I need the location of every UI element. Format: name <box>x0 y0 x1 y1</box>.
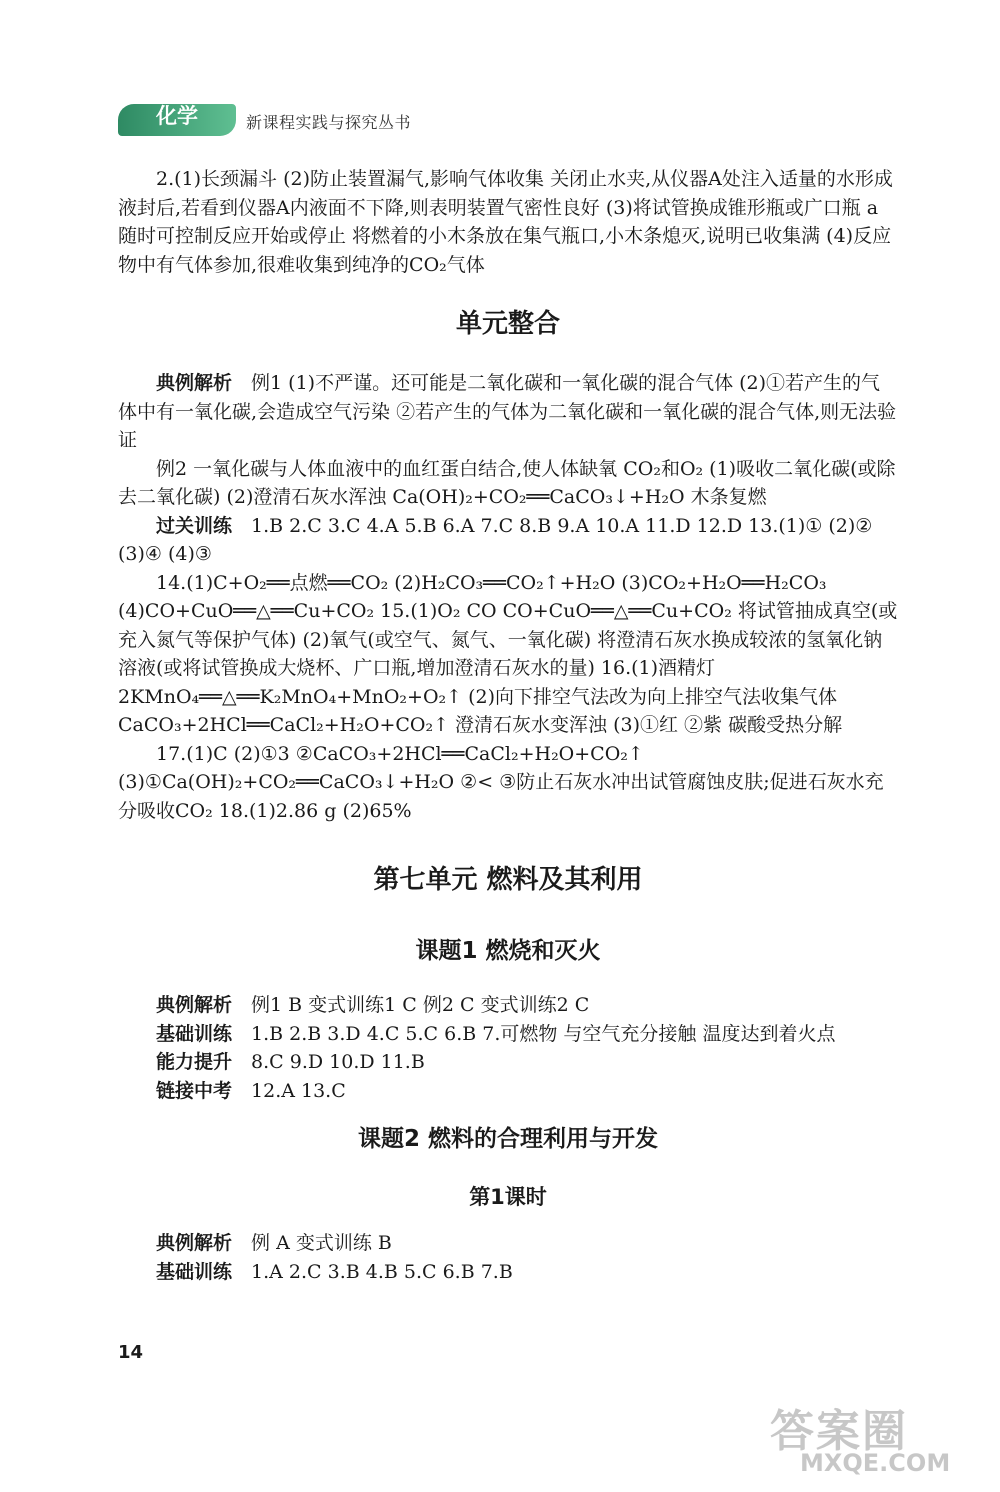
pass-training-label: 过关训练 <box>156 514 233 537</box>
topic-2-basic-label: 基础训练 <box>156 1260 233 1283</box>
answer-content <box>118 165 898 1286</box>
site-watermark <box>770 1395 985 1483</box>
page-header <box>118 100 538 140</box>
pass-training <box>118 512 898 569</box>
example-1-text: 例1 (1)不严谨。还可能是二氧化碳和一氧化碳的混合气体 (2)①若产生的气体中有一氧化碳,会造成空气污染 ②若产生的气体为二氧化碳和一氧化碳的混合气体,则无法验证 <box>118 372 897 451</box>
topic-1-exam-text: 12.A 13.C <box>251 1079 346 1102</box>
example-2-text: 例2 一氧化碳与人体血液中的血红蛋白结合,使人体缺氧 CO₂和O₂ (1)吸收二氧化碳(或除去二氧化碳) (2)澄清石灰水浑浊 Ca(OH)₂+CO₂══CaCO₃↓+H₂O 木条复燃 <box>118 457 896 508</box>
topic-1-example <box>118 991 898 1020</box>
section-title-unit-summary: 单元整合 <box>455 309 560 339</box>
answer-paragraph-2: 2.(1)长颈漏斗 (2)防止装置漏气,影响气体收集 关闭止水夹,从仪器A处注入适量的水形成液封后,若看到仪器A内液面不下降,则表明装置气密性良好 (3)将试管换成锥形瓶或广口瓶 a 随时可控制反应开始或停止 将燃着的小木条放在集气瓶口,小木条熄灭,说明已收集满 (4)反应物中有气体参加,很难收集到纯净的CO₂气体 <box>118 168 893 276</box>
topic-2-example <box>118 1229 898 1258</box>
watermark-sub: MXQE.COM <box>800 1449 951 1477</box>
question-14-16-answers: 14.(1)C+O₂══点燃══CO₂ (2)H₂CO₃══CO₂↑+H₂O (3)CO₂+H₂O══H₂CO₃ (4)CO+CuO══△══Cu+CO₂ 15.(1)O₂ CO CO+CuO══△══Cu+CO₂ 将试管抽成真空(或充入氮气等保护气体) (2)氧气(或空气、氮气、一氧化碳) 将澄清石灰水换成较浓的氢氧化钠溶液(或将试管换成大烧杯、广口瓶,增加澄清石灰水的量) 16.(1)酒精灯 2KMnO₄══△══K₂MnO₄+MnO₂+O₂↑ (2)向下排空气法改为向上排空气法收集气体 CaCO₃+2HCl══CaCl₂+H₂O+CO₂↑ 澄清石灰水变浑浊 (3)①红 ②紫 碳酸受热分解 <box>118 571 898 736</box>
chapter-title: 第七单元 燃料及其利用 <box>373 865 643 895</box>
pass-training-answers: 1.B 2.C 3.C 4.A 5.B 6.A 7.C 8.B 9.A 10.A 11.D 12.D 13.(1)① (2)② (3)④ (4)③ <box>118 514 873 565</box>
example-analysis-label: 典例解析 <box>156 372 233 394</box>
question-17-18-answers: 17.(1)C (2)①3 ②CaCO₃+2HCl══CaCl₂+H₂O+CO₂↑ (3)①Ca(OH)₂+CO₂══CaCO₃↓+H₂O ②< ③防止石灰水冲出试管腐蚀皮肤;促进石灰水充分吸收CO₂ 18.(1)2.86 g (2)65% <box>118 742 884 822</box>
topic-1-example-text: 例1 B 变式训练1 C 例2 C 变式训练2 C <box>251 994 590 1016</box>
topic-2-basic <box>118 1258 898 1287</box>
topic-2-example-label: 典例解析 <box>156 1232 233 1254</box>
topic-2-basic-text: 1.A 2.C 3.B 4.B 5.C 6.B 7.B <box>251 1260 513 1283</box>
topic-1-example-label: 典例解析 <box>156 994 233 1016</box>
topic-1-basic <box>118 1020 898 1049</box>
topic-1-basic-label: 基础训练 <box>156 1022 233 1045</box>
lesson-1-title: 第1课时 <box>469 1185 547 1209</box>
topic-1-ability-text: 8.C 9.D 10.D 11.B <box>251 1051 425 1073</box>
example-analysis <box>118 369 898 455</box>
topic-1-exam <box>118 1077 898 1106</box>
topic-2-title: 课题2 燃料的合理利用与开发 <box>357 1126 658 1152</box>
topic-2-example-text: 例 A 变式训练 B <box>251 1232 392 1254</box>
topic-1-ability-label: 能力提升 <box>156 1051 233 1073</box>
topic-1-basic-text: 1.B 2.B 3.D 4.C 5.C 6.B 7.可燃物 与空气充分接触 温度达到着火点 <box>251 1022 836 1045</box>
topic-1-exam-label: 链接中考 <box>156 1079 233 1102</box>
topic-1-title: 课题1 燃烧和灭火 <box>415 938 601 964</box>
watermark-main: 答案圈 <box>770 1406 908 1457</box>
series-title: 新课程实践与探究丛书 <box>246 113 412 132</box>
subject-title: 化学 <box>156 104 198 128</box>
page-number: 14 <box>118 1342 144 1363</box>
topic-1-ability <box>118 1048 898 1077</box>
